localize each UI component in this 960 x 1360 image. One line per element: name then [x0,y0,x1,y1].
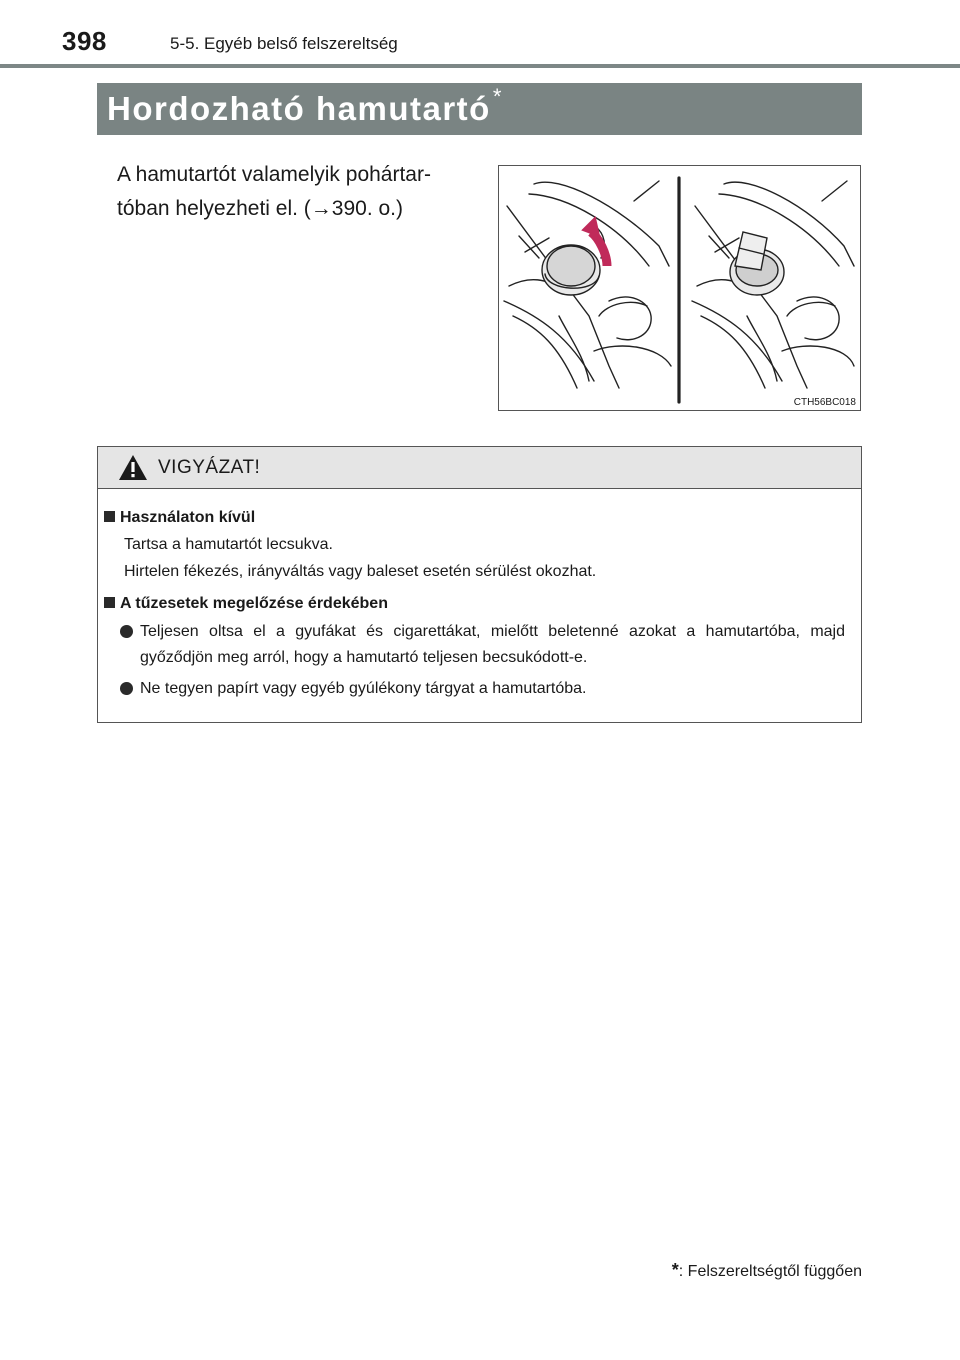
page-ref-link: 390. o.) [331,197,404,220]
page-ref-arrow-icon: → [310,197,332,220]
page-title: Hordozható hamutartó [107,90,491,127]
caution-box [97,446,862,723]
intro-line-2: tóban helyezheti el. (→390. o.) [117,197,404,220]
page-header [62,22,922,62]
intro-line-1: A hamutartót valamelyik pohártar- [117,163,431,186]
warning-triangle-icon [118,454,148,481]
round-bullet-icon [120,682,133,695]
footnote [672,1260,862,1281]
caution-section-1-line-2: Hirtelen fékezés, irányváltás vagy baleset esetén sérülést okozhat. [124,563,597,580]
page-number: 398 [62,26,107,56]
caution-bullet-1: Teljesen oltsa el a gyufákat és cigarettákat, mielőtt beletenné azokat a hamutartóba, majd győződjön meg arról, hogy a hamutartó teljesen becsukódott-e. [120,619,845,671]
caution-label: VIGYÁZAT! [158,457,261,478]
caution-section-2-heading: A tűzesetek megelőzése érdekében [104,595,388,613]
title-bar [97,83,862,135]
caution-bullet-2: Ne tegyen papírt vagy egyéb gyúlékony tárgyat a hamutartóba. [120,676,845,702]
round-bullet-icon [120,625,133,638]
section-title: 5-5. Egyéb belső felszereltség [170,34,398,53]
footnote-text: : Felszereltségtől függően [678,1263,862,1280]
footnote-star: * [671,1260,679,1280]
square-bullet-icon [104,511,115,522]
caution-header [98,447,861,489]
caution-section-1-line-1: Tartsa a hamutartót lecsukva. [124,536,333,553]
header-rule [0,64,960,68]
ashtray-drawing [499,166,860,410]
figure-code: CTH56BC018 [793,397,856,408]
caution-section-1-heading: Használaton kívül [104,509,255,527]
title-footnote-star: * [492,84,502,109]
square-bullet-icon [104,597,115,608]
intro-paragraph [117,158,487,226]
ashtray-illustration [498,165,861,411]
